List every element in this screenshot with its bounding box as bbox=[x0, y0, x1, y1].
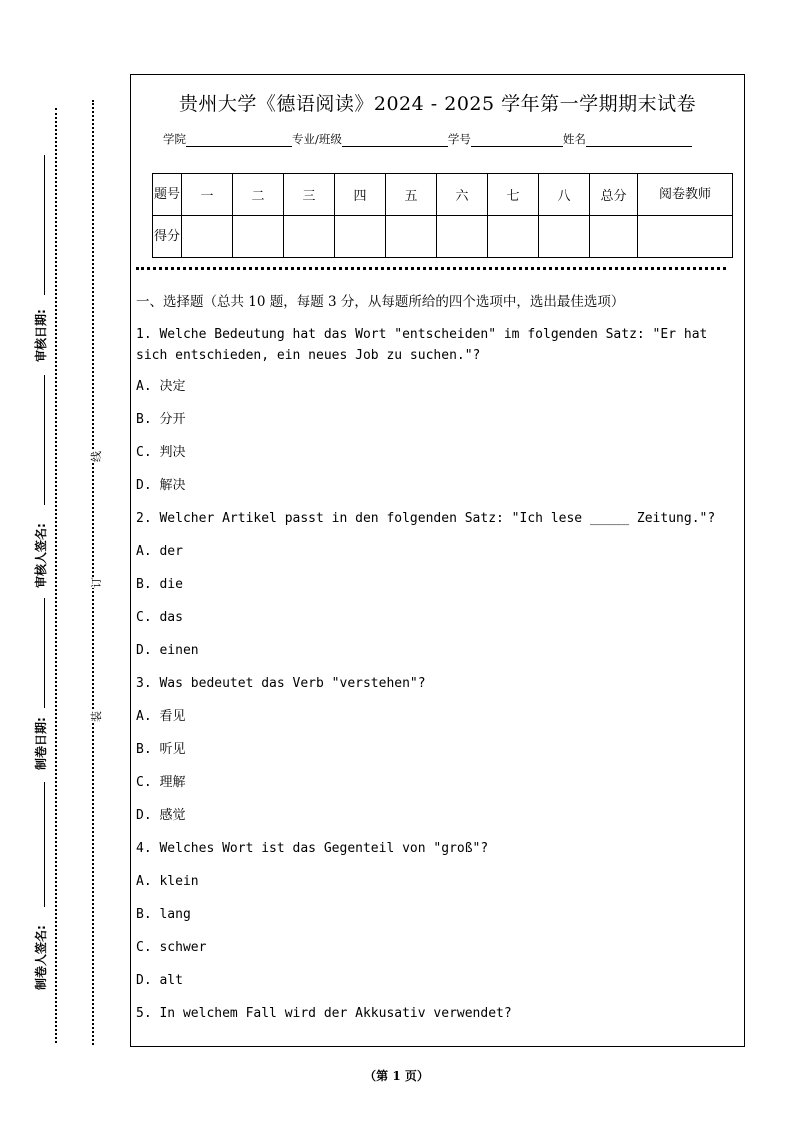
question-1: 1. Welche Bedeutung hat das Wort "entscheiden" im folgenden Satz: "Er hat sich entschieden, ein neues Job zu suchen."? bbox=[136, 327, 708, 363]
q2-option-c[interactable]: C. das bbox=[136, 610, 183, 625]
score-table-score-row bbox=[153, 216, 733, 258]
section-separator bbox=[136, 267, 726, 270]
score-label: 得分 bbox=[153, 216, 182, 258]
score-cell-1[interactable] bbox=[182, 216, 233, 258]
college-label: 学院 bbox=[163, 132, 186, 146]
col-4: 四 bbox=[335, 174, 386, 216]
q3-option-d[interactable]: D. 感觉 bbox=[136, 808, 186, 823]
col-7: 七 bbox=[488, 174, 539, 216]
major-field[interactable] bbox=[342, 133, 448, 147]
q1-option-d[interactable]: D. 解决 bbox=[136, 478, 186, 493]
q1-option-c[interactable]: C. 判决 bbox=[136, 445, 186, 460]
binding-mark-line: 线 bbox=[85, 451, 107, 462]
question-number-label: 题号 bbox=[153, 174, 182, 216]
section1 bbox=[136, 291, 746, 1036]
q3-option-a[interactable]: A. 看见 bbox=[136, 709, 186, 724]
q4-option-d[interactable]: D. alt bbox=[136, 973, 183, 988]
q1-option-b[interactable]: B. 分开 bbox=[136, 412, 186, 427]
maker-sign-line bbox=[44, 782, 45, 907]
q2-option-b[interactable]: B. die bbox=[136, 577, 183, 592]
score-cell-5[interactable] bbox=[386, 216, 437, 258]
section1-heading: 一、选择题（总共 10 题，每题 3 分，从每题所给的四个选项中，选出最佳选项） bbox=[136, 294, 625, 310]
grading-teacher-label: 阅卷教师 bbox=[638, 174, 733, 216]
student-id-label: 学号 bbox=[447, 132, 471, 146]
col-2: 二 bbox=[233, 174, 284, 216]
make-date-line bbox=[44, 598, 45, 708]
binding-mark-order: 订 bbox=[85, 577, 107, 588]
col-5: 五 bbox=[386, 174, 437, 216]
binding-dotted-line-inner bbox=[92, 100, 94, 1045]
exam-frame bbox=[130, 74, 745, 1047]
student-id-field[interactable] bbox=[471, 133, 563, 147]
review-date-line bbox=[44, 155, 45, 295]
reviewer-sign-line bbox=[44, 375, 45, 505]
score-cell-total[interactable] bbox=[590, 216, 638, 258]
col-1: 一 bbox=[182, 174, 233, 216]
q4-option-c[interactable]: C. schwer bbox=[136, 940, 207, 955]
score-cell-2[interactable] bbox=[233, 216, 284, 258]
score-cell-7[interactable] bbox=[488, 216, 539, 258]
name-field[interactable] bbox=[586, 133, 692, 147]
score-cell-8[interactable] bbox=[539, 216, 590, 258]
score-cell-teacher[interactable] bbox=[638, 216, 733, 258]
col-8: 八 bbox=[539, 174, 590, 216]
score-cell-6[interactable] bbox=[437, 216, 488, 258]
question-2: 2. Welcher Artikel passt in den folgenden Satz: "Ich lese _____ Zeitung."? bbox=[136, 511, 716, 526]
total-label: 总分 bbox=[590, 174, 638, 216]
score-cell-3[interactable] bbox=[284, 216, 335, 258]
q1-option-a[interactable]: A. 决定 bbox=[136, 379, 186, 394]
question-4: 4. Welches Wort ist das Gegenteil von "groß"? bbox=[136, 841, 489, 856]
score-table-header-row bbox=[153, 174, 733, 216]
reviewer-sign-label: 审核人签名: bbox=[34, 523, 48, 588]
make-date-label: 制卷日期: bbox=[34, 717, 48, 770]
q3-option-c[interactable]: C. 理解 bbox=[136, 775, 186, 790]
review-date-label: 审核日期: bbox=[34, 309, 48, 362]
exam-title: 贵州大学《德语阅读》2024 - 2025 学年第一学期期末试卷 bbox=[178, 93, 697, 115]
col-6: 六 bbox=[437, 174, 488, 216]
student-info-row bbox=[163, 131, 692, 147]
binding-mark-bind: 装 bbox=[85, 711, 107, 722]
binding-dotted-line-outer bbox=[55, 108, 57, 1043]
maker-sign-label: 制卷人签名: bbox=[34, 925, 48, 990]
q3-option-b[interactable]: B. 听见 bbox=[136, 742, 186, 757]
college-field[interactable] bbox=[186, 133, 292, 147]
q4-option-a[interactable]: A. klein bbox=[136, 874, 199, 889]
q4-option-b[interactable]: B. lang bbox=[136, 907, 191, 922]
question-3: 3. Was bedeutet das Verb "verstehen"? bbox=[136, 676, 426, 691]
page-number: （第 1 页） bbox=[364, 1069, 429, 1083]
col-3: 三 bbox=[284, 174, 335, 216]
score-cell-4[interactable] bbox=[335, 216, 386, 258]
q2-option-d[interactable]: D. einen bbox=[136, 643, 199, 658]
q2-option-a[interactable]: A. der bbox=[136, 544, 183, 559]
major-label: 专业/班级 bbox=[292, 132, 342, 146]
score-table bbox=[152, 173, 733, 258]
question-5: 5. In welchem Fall wird der Akkusativ verwendet? bbox=[136, 1006, 512, 1021]
name-label: 姓名 bbox=[562, 132, 586, 146]
